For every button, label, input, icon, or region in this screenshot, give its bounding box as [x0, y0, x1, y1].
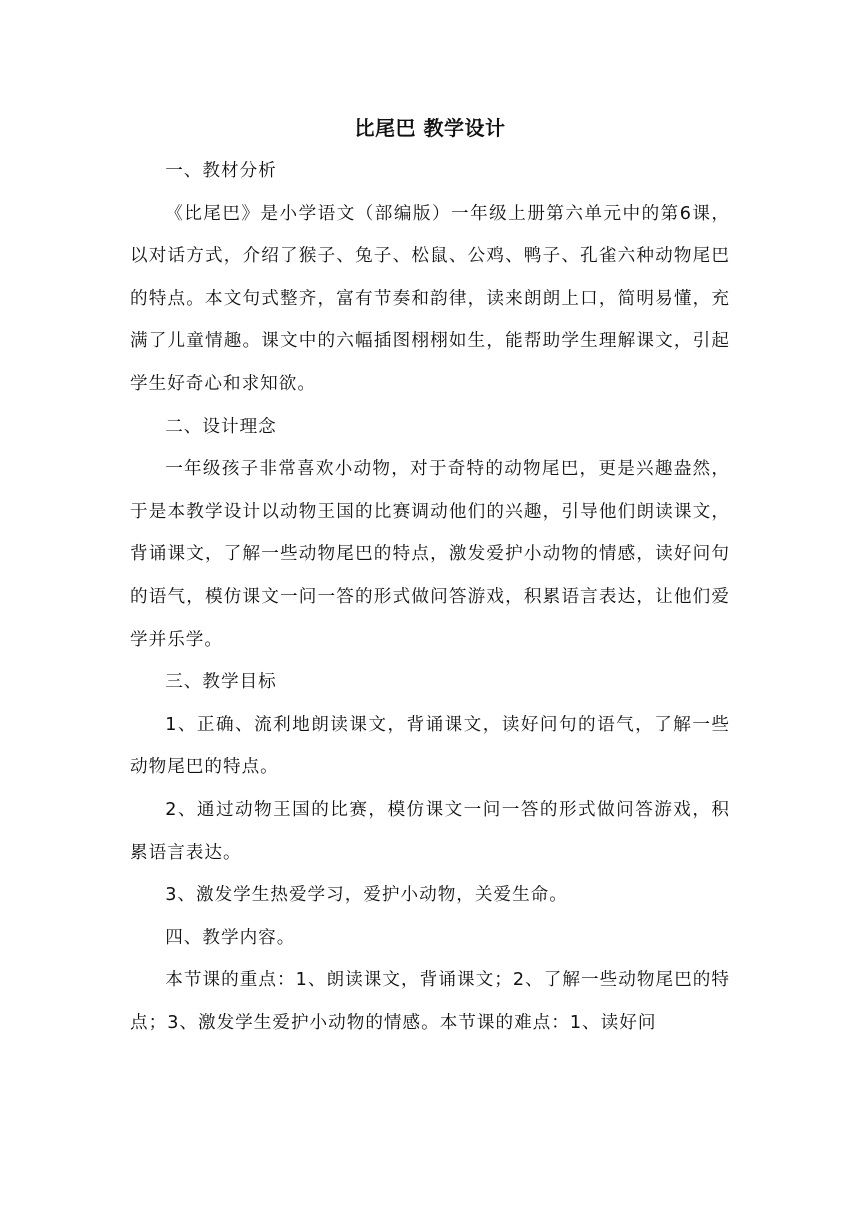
section-heading-teaching-goals: 三、教学目标: [165, 672, 277, 693]
paragraph-goal-2: 2、通过动物王国的比赛，模仿课文一问一答的形式做问答游戏，积累语言表达。: [130, 799, 730, 863]
paragraph-goal-3: 3、激发学生热爱学习，爱护小动物，关爱生命。: [165, 885, 568, 906]
document-title: 比尾巴 教学设计: [354, 116, 506, 140]
paragraph-design-concept: 一年级孩子非常喜欢小动物，对于奇特的动物尾巴，更是兴趣盎然，于是本教学设计以动物王国的比赛调动他们的兴趣，引导他们朗读课文，背诵课文，了解一些动物尾巴的特点，激发爱护小动物的情感，读好问句的语气，模仿课文一问一答的形式做问答游戏，积累语言表达，让他们爱学并乐学。: [130, 459, 730, 650]
paragraph-textbook-analysis: 《比尾巴》是小学语文（部编版）一年级上册第六单元中的第6课，以对话方式，介绍了猴子、兔子、松鼠、公鸡、鸭子、孔雀六种动物尾巴的特点。本文句式整齐，富有节奏和韵律，读来朗朗上口，简明易懂，充满了儿童情趣。课文中的六幅插图栩栩如生，能帮助学生理解课文，引起学生好奇心和求知欲。: [130, 203, 730, 394]
section-heading-textbook-analysis: 一、教材分析: [165, 161, 277, 181]
section-heading-teaching-content: 四、教学内容。: [165, 927, 296, 948]
paragraph-teaching-content: 本节课的重点：1、朗读课文，背诵课文；2、了解一些动物尾巴的特点；3、激发学生爱护小动物的情感。本节课的难点：1、读好问: [130, 970, 730, 1033]
document-body: [130, 110, 730, 1044]
paragraph-goal-1: 1、正确、流利地朗读课文，背诵课文，读好问句的语气，了解一些动物尾巴的特点。: [130, 714, 730, 778]
section-heading-design-concept: 二、设计理念: [165, 416, 277, 437]
